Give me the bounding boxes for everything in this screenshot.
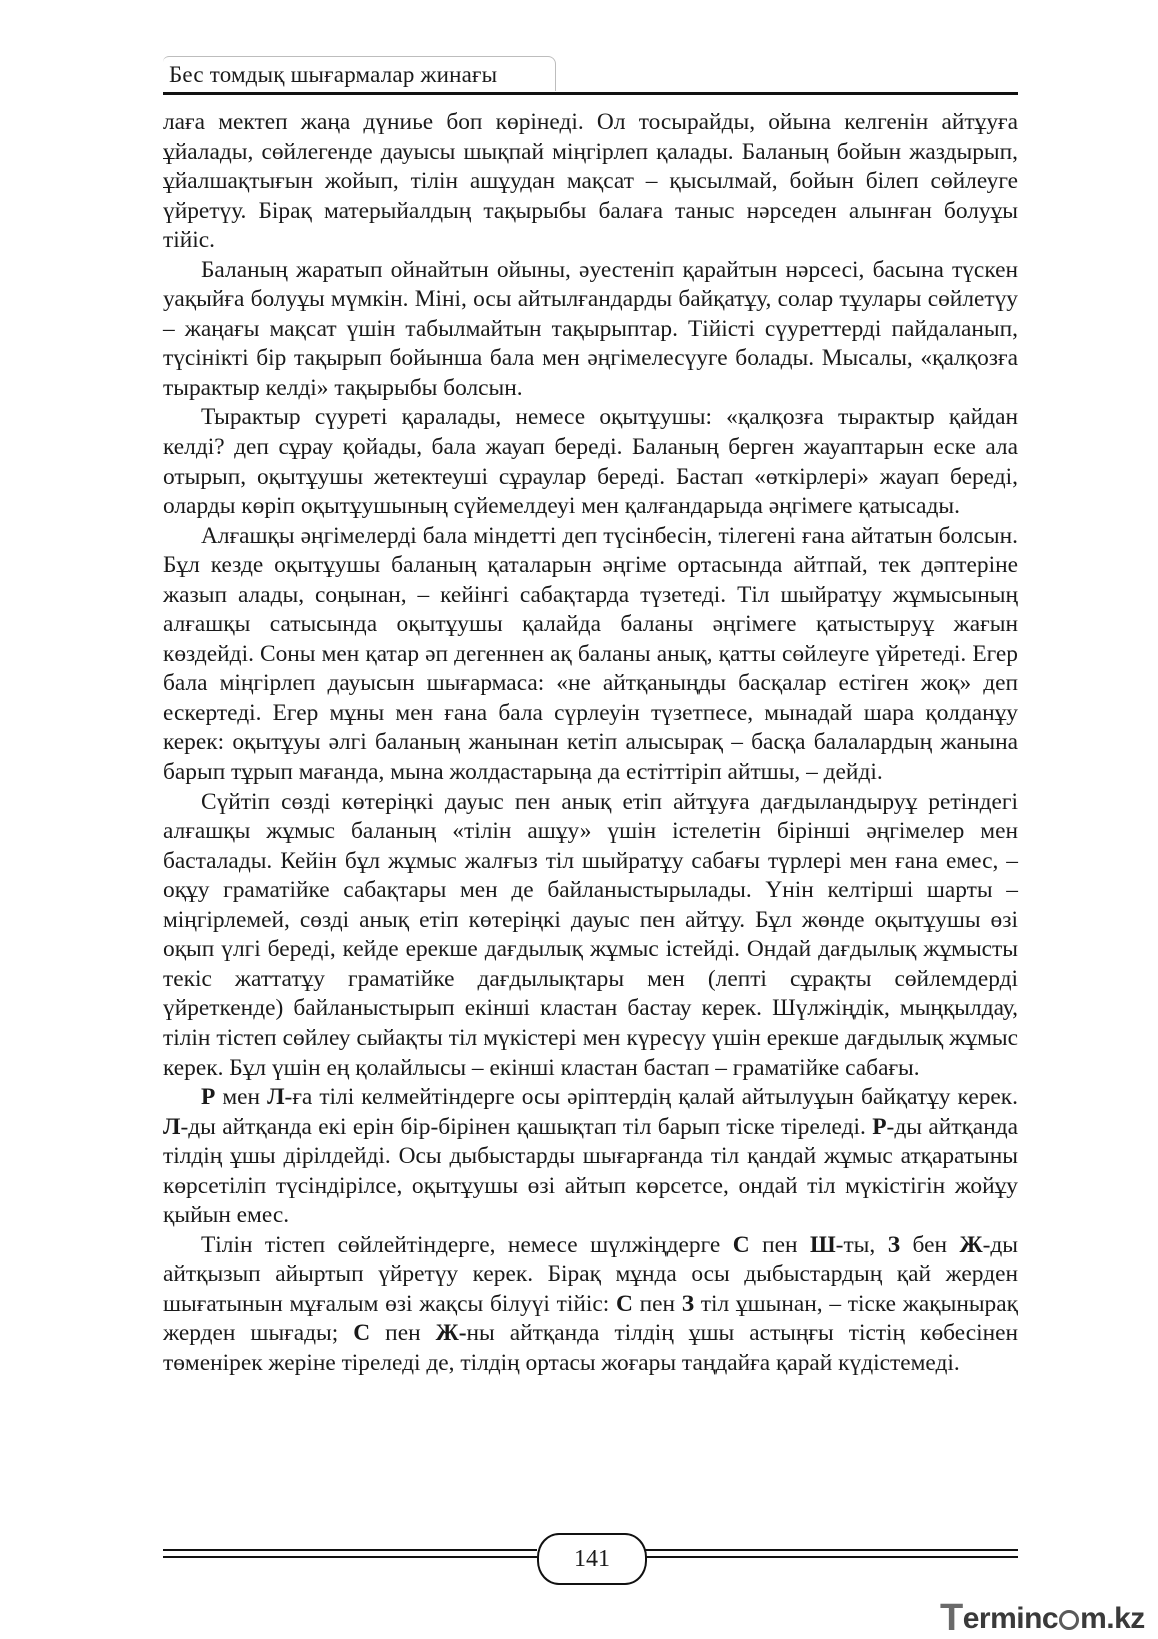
text-run: ны айтқанда тілдің ұшы астыңғы тістің көбесінен төменірек жеріне тіреледі де, тілдің ортасы жоғары таңдайға қарай күдістемеді. xyxy=(163,1320,1018,1376)
text-run: Сүйтіп сөзді көтеріңкі дауыс пен анық етіп айтұуға дағдыландыруұ ретіндегі алғашқы жұмыс баланың «тілін ашұу» үшін істелетін бірінші әңгімелер мен басталады. Кейін бұл жұмыс жалғыз тіл шыйратұу сабағы түрлері мен ғана емес, – оқұу граматійке сабақтары мен де байланыстырылады. Үнін келтірші шарты – міңгірлемей, сөзді анық етіп көтеріңкі дауыс пен айтұу. Бұл жөнде оқытұушы өзі оқып үлгі береді, кейде ерекше дағдылық жұмыс істейді. Ондай дағдылық жұмысты текіс жаттатұу граматійке дағдылықтары мен (лепті сұрақты сөйлемдерді үйреткенде) байланыстырып екінші кластан бастау керек. Шүлжіңдік, мыңқылдау, тілін тістеп сөйлеу сыйақты тіл мүкістері мен күресүу үшін ерекше дағдылық жұмыс керек. Бұл үшін ең қолайлысы – екінші кластан бастап – граматійке сабағы. xyxy=(163,788,1018,1081)
bold-letter: Ш xyxy=(809,1231,836,1258)
bold-letter: З xyxy=(887,1231,901,1258)
bold-letter: Ж- xyxy=(435,1320,467,1347)
running-header xyxy=(163,52,1018,94)
paragraph xyxy=(163,108,1018,256)
text-run: -ды айтқанда екі ерін бір-бірінен қашықтап тіл барып тіске тіреледі. xyxy=(180,1113,873,1140)
paragraph xyxy=(163,788,1018,1083)
bold-letter: Р xyxy=(201,1084,216,1111)
footer-rule-right-top xyxy=(645,1549,1018,1551)
header-rule xyxy=(163,92,1018,95)
text-run: -ды айтқанда тілдің ұшы дірілдейді. Осы дыбыстарды шығарғанда тіл қандай жұмыс атқаратыны көрсетіліп түсіндірілсе, оқытұушы өзі айтып көрсетсе, ондай тіл мүкістігін жойұу қыйын емес. xyxy=(163,1113,1018,1229)
bold-letter: С xyxy=(353,1320,371,1347)
text-run: лаға мектеп жаңа дүниье боп көрінеді. Ол тосырайды, ойына келгенін айтұуға ұйалады, сөйлегенде дауысы шықпай міңгірлеп қалады. Баланың бойын жаздырып, ұйалшақтығын жойып, тілін ашұудан мақсат – қысылмай, бойын білеп сөйлеуге үйретүу. Бірақ матерыйалдың тақырыбы балаға таныс нәрседен алынған болуұы тійіс. xyxy=(163,109,1018,254)
paragraph xyxy=(163,256,1018,404)
bold-letter: Л xyxy=(267,1084,285,1111)
text-run: бен xyxy=(900,1231,960,1258)
watermark-middle: erminc xyxy=(962,1602,1059,1635)
bold-letter: Л xyxy=(163,1113,181,1140)
text-run: Баланың жаратып ойнайтын ойыны, әуестеніп қарайтын нәрсесі, басына түскен уақыйға болуұы мүмкін. Міні, осы айтылғандарды байқатұу, солар тұулары сөйлетүу – жаңағы мақсат үшін табылмайтын тақырыптар. Тійісті сүуреттерді пайдаланып, түсінікті бір тақырып бойынша бала мен әңгімелесүуге болады. Мысалы, «қалқозға тырактыр келді» тақырыбы болсын. xyxy=(163,256,1018,401)
watermark-suffix: m.kz xyxy=(1080,1602,1145,1635)
paragraph xyxy=(163,1231,1018,1379)
page-number-box xyxy=(537,1533,647,1585)
watermark-circle-icon xyxy=(1059,1610,1079,1630)
paragraph xyxy=(163,522,1018,788)
text-run: пен xyxy=(749,1231,810,1258)
text-run: -ды айтқызып айыртып үйретүу керек. Бірақ мұнда осы дыбыстардың қай жерден шығатынын мұғалым өзі жақсы білуүі тійіс: xyxy=(163,1231,1018,1317)
text-run: пен xyxy=(370,1320,436,1347)
text-run: пен xyxy=(632,1290,682,1317)
text-run: Тілін тістеп сөйлейтіндерге, немесе шүлжіңдерге xyxy=(201,1231,733,1258)
text-run: -ты, xyxy=(835,1231,888,1258)
book-title: Бес томдық шығармалар жинағы xyxy=(169,62,498,87)
watermark-logo xyxy=(940,1595,1150,1639)
paragraph xyxy=(163,1083,1018,1231)
bold-letter: З xyxy=(681,1290,695,1317)
watermark-initial: T xyxy=(940,1597,963,1639)
text-run: Алғашқы әңгімелерді бала міндетті деп түсінбесін, тілегені ғана айтатын болсын. Бұл кезде оқытұушы баланың қаталарын әңгіме ортасында айтпай, тек дәптеріне жазып алады, соңынан, – кейінгі сабақтарда түзетеді. Тіл шыйратұу жұмысының алғашқы сатысында оқытұушы қалайда баланы әңгімеге қатыстыруұ жағын көздейді. Соны мен қатар әп дегеннен ақ баланы анық, қатты сөйлеуге үйретеді. Егер бала міңгірлеп дауысын шығармаса: «не айтқаныңды басқалар естіген жоқ» деп ескертеді. Егер мұны мен ғана бала сүрлеуін түзетпесе, мынадай шара қолданұу керек: оқытұуы әлгі баланың жанынан кетіп алысырақ – басқа балалардың жанына барып тұрып мағанда, мына жолдастарыңа да естіттіріп айтшы, – дейді. xyxy=(163,522,1018,786)
page-number: 141 xyxy=(574,1545,610,1572)
bold-letter: С xyxy=(615,1290,633,1317)
page-footer xyxy=(163,1529,1018,1589)
bold-letter: Ж xyxy=(959,1231,983,1258)
paragraph xyxy=(163,403,1018,521)
text-run: мен xyxy=(215,1084,268,1111)
body-text xyxy=(163,108,1018,1379)
text-run: -ға тілі келмейтіндерге осы әріптердің қалай айтылуұын байқатұу керек. xyxy=(284,1084,1018,1111)
text-run: Тырактыр сүуреті қаралады, немесе оқытұушы: «қалқозға тырактыр қайдан келді? деп сұрау қойады, бала жауап береді. Баланың берген жауаптарын еске ала отырып, оқытұушы жетектеуші сұраулар береді. Бастап «өткірлері» жауап береді, оларды көріп оқытұушының сүйемелдеуі мен қалғандарыда әңгімеге қатысады. xyxy=(163,404,1018,520)
text-run: тіл ұшынан, – тіске жақынырақ жерден шығады; xyxy=(163,1290,1019,1347)
footer-rule-right-bottom xyxy=(645,1556,1018,1558)
bold-letter: Р xyxy=(872,1113,887,1140)
footer-rule-left-top xyxy=(163,1549,537,1551)
footer-rule-left-bottom xyxy=(163,1556,537,1558)
bold-letter: С xyxy=(732,1231,750,1258)
